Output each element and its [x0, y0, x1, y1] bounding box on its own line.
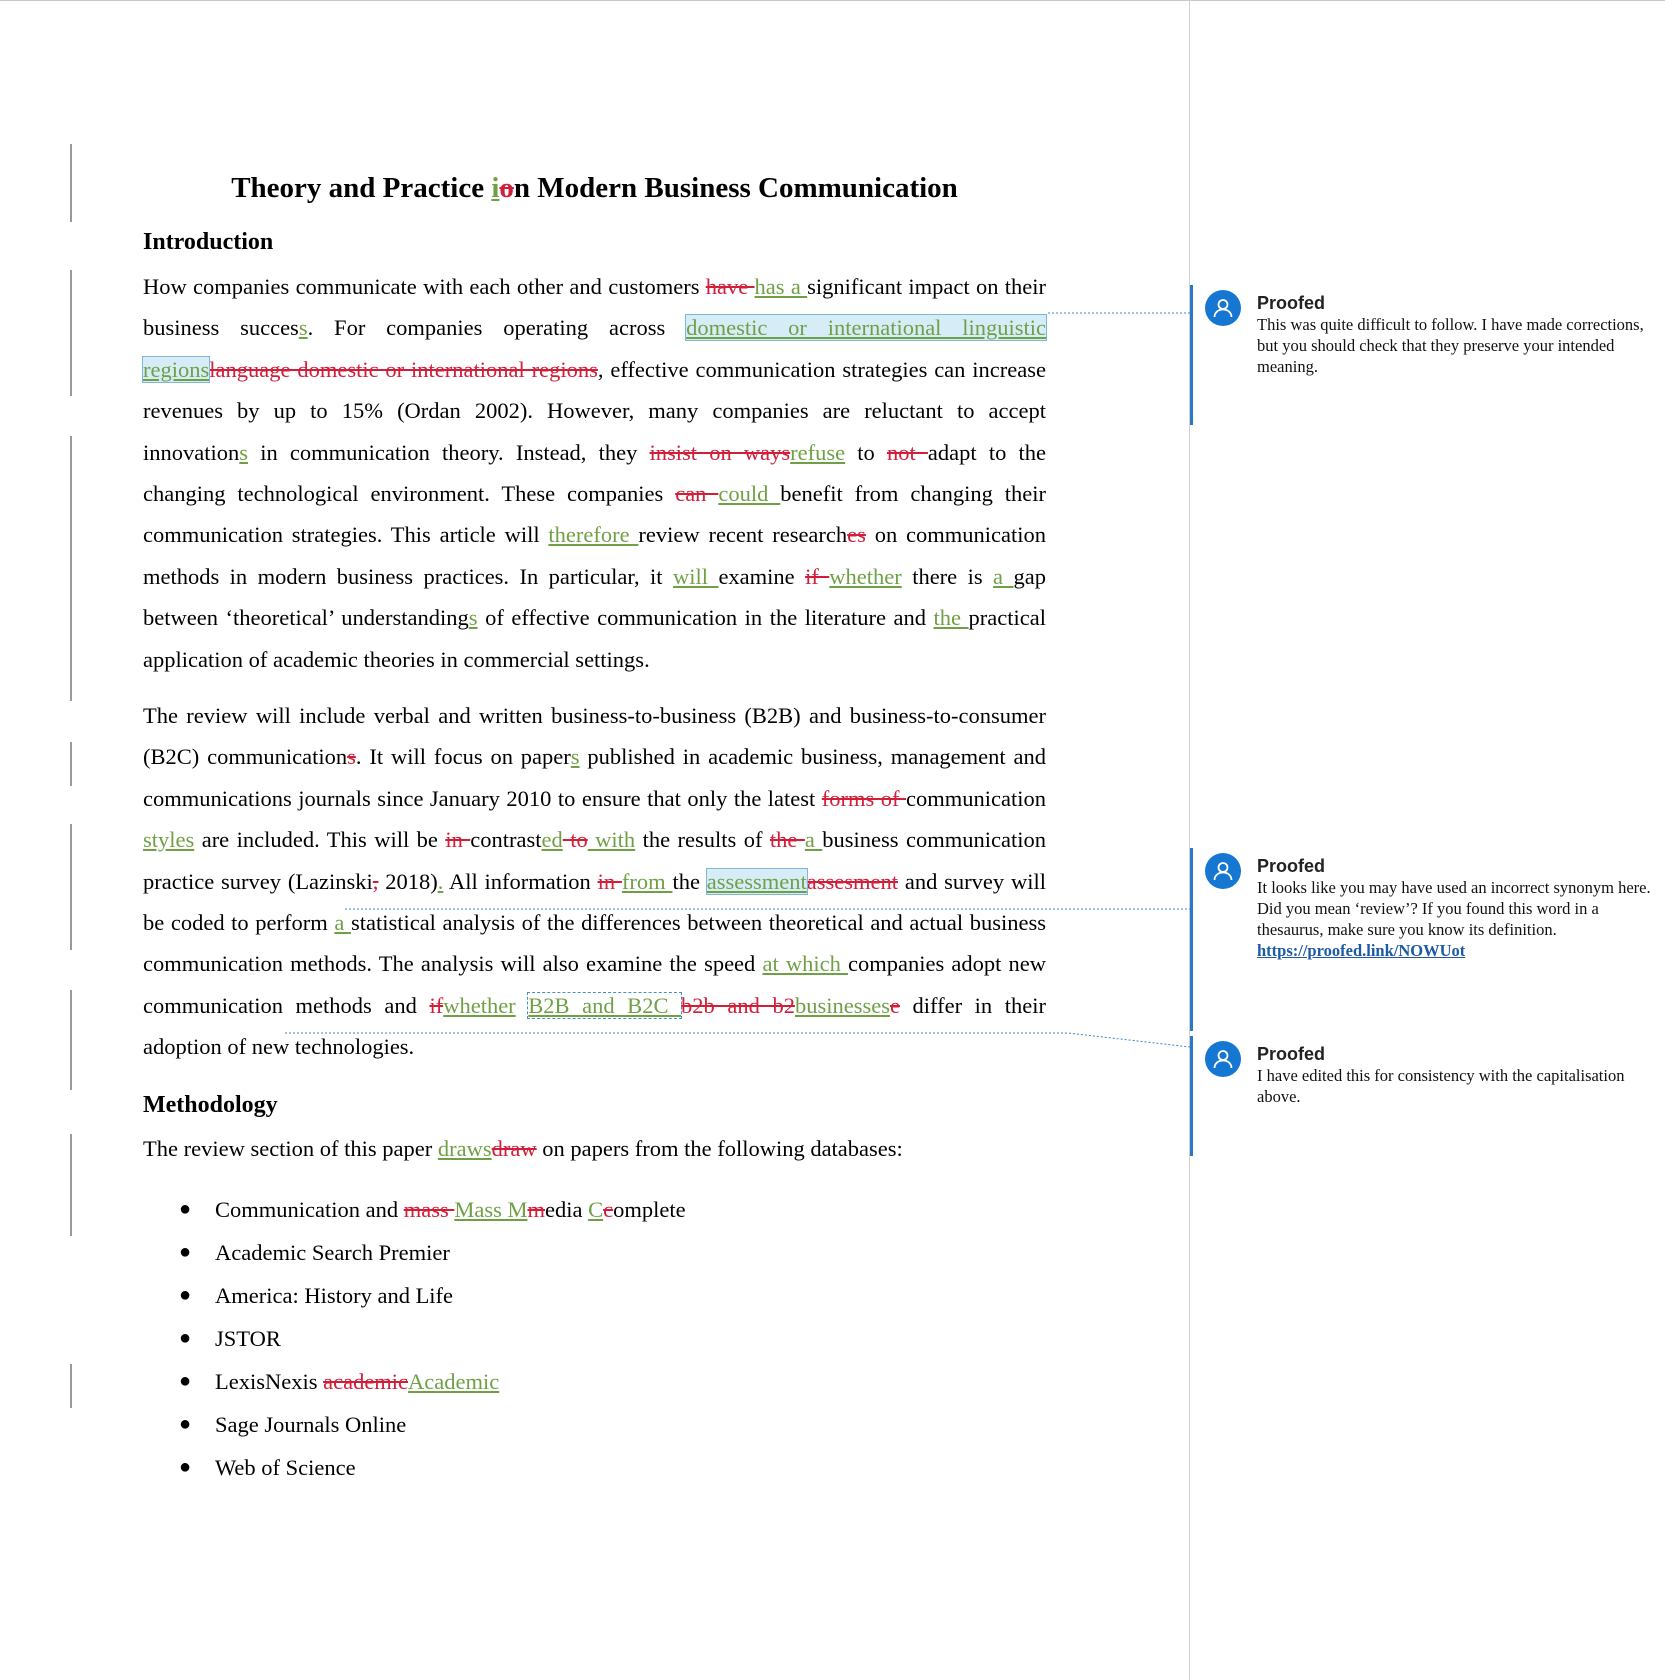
- insertion[interactable]: C: [588, 1197, 604, 1222]
- text-run: contrast: [470, 827, 542, 853]
- text-run: differ in their adoption of new technologies.: [143, 992, 1046, 1060]
- text-run: The review section of this paper: [143, 1136, 438, 1161]
- insertion[interactable]: therefore: [548, 522, 639, 548]
- text-run: . It will focus on paper: [355, 744, 571, 770]
- insertion[interactable]: at which: [762, 951, 848, 977]
- text-run: edia: [545, 1197, 589, 1222]
- insertion[interactable]: s: [468, 605, 478, 631]
- comment-text: I have edited this for consistency with the capitalisation above.: [1257, 1066, 1625, 1106]
- insertion[interactable]: could: [718, 481, 781, 507]
- text-run: to: [845, 439, 887, 465]
- bullet-dot: ●: [179, 1241, 192, 1263]
- text-run: America: History and Life: [215, 1283, 454, 1308]
- deletion[interactable]: in: [445, 827, 471, 853]
- introduction-paragraph-1[interactable]: [143, 266, 1046, 680]
- text-run: Web of Science: [215, 1455, 356, 1480]
- deletion[interactable]: s: [347, 744, 356, 770]
- deletion[interactable]: e: [889, 992, 900, 1018]
- insertion[interactable]: has a: [754, 274, 808, 299]
- deletion[interactable]: not: [886, 439, 928, 465]
- insertion[interactable]: a: [334, 910, 351, 936]
- insertion[interactable]: ed: [541, 827, 563, 853]
- deletion[interactable]: ,: [372, 868, 379, 894]
- bullet-dot: ●: [179, 1370, 192, 1392]
- text-run: omplete: [613, 1197, 686, 1222]
- change-bar: [70, 1364, 72, 1408]
- comment-link[interactable]: https://proofed.link/NOWUot: [1257, 941, 1466, 960]
- text-run: the results of: [635, 827, 770, 853]
- title-insertion[interactable]: i: [491, 172, 500, 204]
- change-bar: [70, 144, 72, 222]
- text-run: , effective communication strategies can increase revenues by up to 15% (Ordan 2002). However, many companies are reluctant to accept innovation: [143, 356, 1046, 465]
- text-run: gap between ‘theoretical’ understanding: [143, 563, 1046, 631]
- change-bar: [70, 436, 72, 701]
- text-run: The review will include verbal and written business-to-business (B2B) and business-to-consumer (B2C) communication: [143, 703, 1046, 770]
- text-run: companies adopt new communication methods and: [143, 951, 1046, 1018]
- deletion[interactable]: forms of: [821, 785, 907, 811]
- deletion[interactable]: the: [769, 827, 805, 853]
- insertion-highlighted[interactable]: domestic or international linguistic regions: [143, 315, 1047, 382]
- text-run: review recent research: [638, 522, 848, 548]
- text-run: examine: [718, 563, 806, 589]
- list-item[interactable]: [143, 1231, 686, 1274]
- text-run: the: [672, 868, 707, 894]
- person-icon: [1205, 290, 1241, 326]
- change-bar: [70, 990, 72, 1090]
- text-run: significant impact on their business succes: [143, 274, 1046, 341]
- introduction-heading: Introduction: [143, 229, 274, 255]
- text-run: All information: [443, 868, 598, 894]
- insertion[interactable]: styles: [143, 827, 195, 853]
- insertion[interactable]: whether: [443, 992, 516, 1018]
- change-bar: [70, 824, 72, 950]
- text-run: LexisNexis: [215, 1369, 324, 1394]
- text-run: statistical analysis of the differences between theoretical and actual business communication methods. The analysis will also examine the speed: [143, 910, 1046, 977]
- list-item[interactable]: [143, 1188, 686, 1231]
- bullet-dot: ●: [179, 1413, 192, 1435]
- insertion[interactable]: s: [570, 744, 580, 770]
- insertion-highlighted[interactable]: assessment: [706, 868, 807, 894]
- deletion[interactable]: m: [527, 1197, 546, 1222]
- insertion[interactable]: a: [804, 827, 823, 853]
- text-run: Academic Search Premier: [215, 1240, 450, 1265]
- text-run: there is: [901, 563, 994, 589]
- bullet-dot: ●: [179, 1456, 192, 1478]
- insertion[interactable]: from: [621, 868, 673, 894]
- bullet-dot: ●: [179, 1284, 192, 1306]
- change-bar: [70, 270, 72, 396]
- list-item[interactable]: [143, 1317, 686, 1360]
- list-item[interactable]: [143, 1446, 686, 1489]
- text-run: adapt to the changing technological environment. These companies: [143, 439, 1046, 507]
- insertion[interactable]: the: [933, 605, 969, 631]
- change-bar: [70, 742, 72, 786]
- text-run: benefit from changing their communication strategies. This article will: [143, 481, 1046, 548]
- bullet-dot: ●: [179, 1327, 192, 1349]
- insertion[interactable]: .: [437, 868, 444, 894]
- comment-author: Proofed: [1257, 293, 1326, 313]
- comment-rail: [1190, 1036, 1193, 1156]
- list-item[interactable]: [143, 1274, 686, 1317]
- deletion[interactable]: to: [562, 827, 588, 853]
- text-run: JSTOR: [215, 1326, 281, 1351]
- insertion[interactable]: a: [993, 563, 1014, 589]
- insertion[interactable]: refuse: [790, 439, 846, 465]
- change-bar: [70, 1134, 72, 1236]
- deletion[interactable]: draw: [491, 1136, 537, 1161]
- insertion-highlighted[interactable]: B2B and B2C: [528, 992, 682, 1018]
- text-run: Sage Journals Online: [215, 1412, 407, 1437]
- text-run: Communication and: [215, 1197, 404, 1222]
- comment-author: Proofed: [1257, 1044, 1326, 1064]
- methodology-heading: Methodology: [143, 1092, 278, 1118]
- insertion[interactable]: Academic: [408, 1369, 500, 1394]
- deletion[interactable]: academic: [323, 1369, 409, 1394]
- deletion[interactable]: es: [847, 522, 866, 548]
- deletion[interactable]: can: [675, 481, 719, 507]
- deletion[interactable]: if: [805, 563, 830, 589]
- text-run: . For companies operating across: [307, 315, 687, 341]
- deletion[interactable]: insist on ways: [649, 439, 791, 465]
- page-top-border: [0, 0, 1665, 1]
- text-run: practical application of academic theories in commercial settings.: [143, 605, 1046, 672]
- comment-text: This was quite difficult to follow. I have made corrections, but you should check that they preserve your intended meaning.: [1257, 315, 1644, 376]
- deletion[interactable]: c: [603, 1197, 614, 1222]
- text-run: are included. This will be: [194, 827, 446, 853]
- introduction-paragraph-2[interactable]: [143, 695, 1046, 1068]
- text-run: [516, 993, 529, 1018]
- deletion[interactable]: in: [597, 868, 622, 894]
- list-item[interactable]: [143, 1403, 686, 1446]
- insertion[interactable]: whether: [829, 563, 902, 589]
- bullet-dot: ●: [179, 1198, 192, 1220]
- deletion[interactable]: if: [429, 992, 444, 1018]
- insertion[interactable]: Mass M: [454, 1197, 528, 1222]
- text-run: in communication theory. Instead, they: [248, 439, 650, 465]
- text-run: published in academic business, management and communications journals since January 2010 to ensure that only the latest: [143, 744, 1047, 811]
- deletion[interactable]: have: [705, 274, 755, 299]
- database-list: [143, 1188, 686, 1489]
- comment-rail: [1190, 848, 1193, 1031]
- insertion[interactable]: s: [298, 315, 308, 341]
- insertion[interactable]: businesses: [794, 992, 890, 1018]
- deletion[interactable]: language domestic or international regions: [209, 356, 598, 382]
- text-run: communication: [906, 785, 1046, 811]
- text-run: How companies communicate with each other and customers: [143, 274, 706, 299]
- text-run: on communication methods in modern business practices. In particular, it: [143, 522, 1046, 589]
- insertion[interactable]: draws: [437, 1136, 492, 1161]
- comment-rail: [1190, 285, 1193, 425]
- list-item[interactable]: [143, 1360, 686, 1403]
- markup-pane-divider: [1189, 0, 1190, 1680]
- comment-author: Proofed: [1257, 856, 1326, 876]
- text-run: and survey will be coded to perform: [143, 868, 1046, 936]
- text-run: of effective communication in the literature and: [477, 605, 934, 631]
- document-title: Theory and Practice ion Modern Business Communication: [231, 172, 958, 204]
- deletion[interactable]: assesment: [806, 868, 899, 894]
- insertion[interactable]: s: [239, 439, 249, 465]
- comment-text: It looks like you may have used an incorrect synonym here. Did you mean ‘review’? If you found this word in a thesaurus, make sure you know its definition.: [1257, 878, 1651, 939]
- methodology-paragraph[interactable]: [143, 1128, 1046, 1169]
- title-deletion[interactable]: o: [499, 172, 514, 204]
- text-run: business communication practice survey (Lazinski: [143, 827, 1046, 894]
- insertion[interactable]: will: [672, 563, 719, 589]
- person-icon: [1205, 1041, 1241, 1077]
- deletion[interactable]: mass: [403, 1197, 455, 1222]
- text-run: 2018): [378, 868, 438, 894]
- insertion[interactable]: with: [587, 827, 636, 853]
- text-run: on papers from the following databases:: [536, 1136, 903, 1161]
- deletion[interactable]: b2b and b2: [681, 992, 795, 1018]
- person-icon: [1205, 853, 1241, 889]
